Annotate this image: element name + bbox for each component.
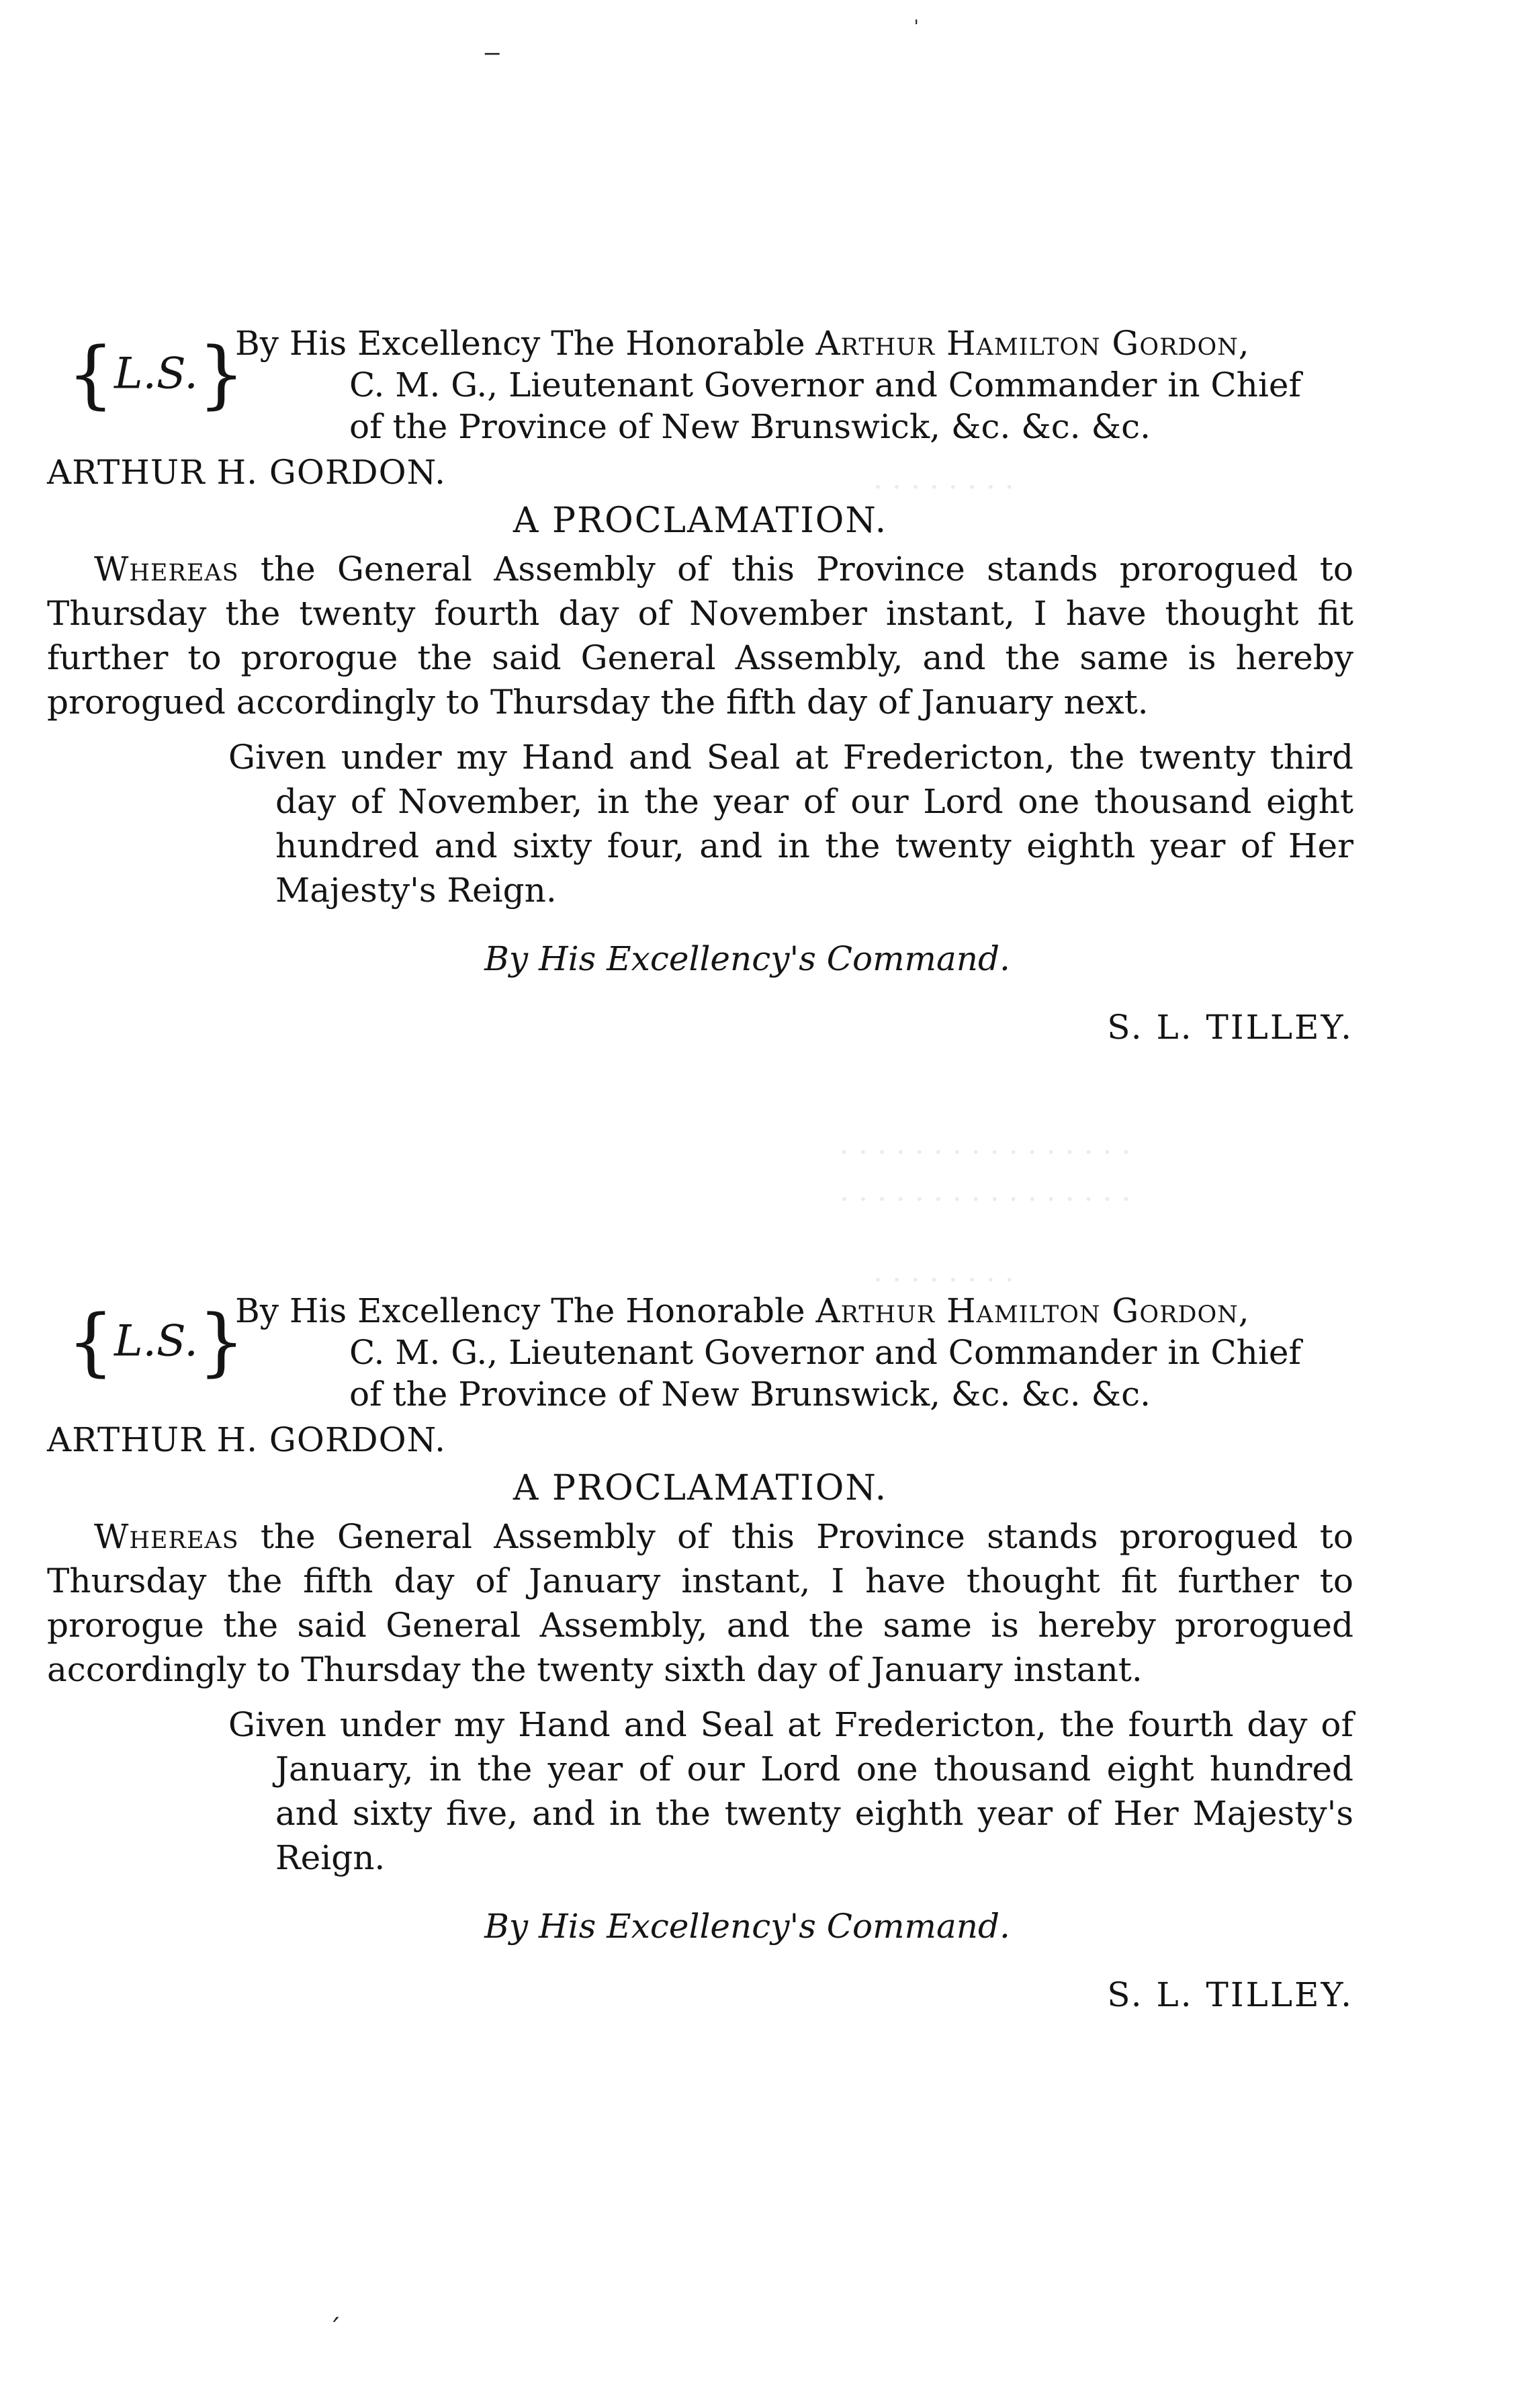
seal-mark — [67, 1298, 245, 1385]
command-line: By His Excellency's Command. — [484, 1907, 1010, 1946]
body-text: the General Assembly of this Province stands prorogued to Thursday the twenty fourth day of November instant, I have thought fit further to prorogue the said General Assembly, and the same is hereby prorogued accordingly to Thursday the fifth day of January next. — [47, 550, 1353, 722]
seal-mark — [67, 331, 245, 417]
heading-line-1 — [235, 322, 1364, 364]
heading-line-2: C. M. G., Lieutenant Governor and Commander in Chief — [349, 1333, 1301, 1372]
proclamation-1 — [47, 322, 1353, 1049]
stray-mark: ˈ — [914, 17, 920, 40]
countersignature: S. L. TILLEY. — [1107, 1008, 1353, 1047]
signer-name: ARTHUR H. GORDON. — [47, 453, 447, 492]
stray-mark: ˊ — [328, 2315, 341, 2346]
right-brace: } — [197, 331, 245, 417]
heading-prefix: By His Excellency The Honorable — [235, 1291, 816, 1330]
given-clause: Given under my Hand and Seal at Fredericton, the twenty third day of November, in the year of our Lord one thousand eight hundred and sixty four, and in the twenty eighth year of Her Majesty's Reign. — [228, 738, 1353, 910]
heading-line-1 — [235, 1290, 1364, 1332]
governor-name: Arthur Hamilton Gordon, — [815, 324, 1250, 363]
governor-name: Arthur Hamilton Gordon, — [815, 1291, 1250, 1330]
whereas-word: Whereas — [94, 1517, 239, 1556]
proclamation-header — [47, 1290, 1353, 1418]
proclamation-body — [47, 1514, 1353, 1692]
proclamation-header — [47, 322, 1353, 450]
proclamation-body — [47, 547, 1353, 724]
signer-name: ARTHUR H. GORDON. — [47, 1420, 447, 1459]
countersignature: S. L. TILLEY. — [1107, 1975, 1353, 2014]
show-through-ghost: · · · · · · · · — [873, 470, 1014, 505]
left-brace: { — [67, 331, 114, 417]
show-through-ghost: · · · · · · · · · · · · · · · · — [840, 1182, 1131, 1217]
proclamation-title: A PROCLAMATION. — [513, 1468, 888, 1508]
heading-prefix: By His Excellency The Honorable — [235, 324, 816, 363]
command-line: By His Excellency's Command. — [484, 939, 1010, 978]
heading-line-3: of the Province of New Brunswick, &c. &c. &c. — [349, 1375, 1151, 1414]
authority-heading — [235, 1290, 1364, 1415]
right-brace: } — [197, 1298, 245, 1385]
stray-mark: ‒ — [484, 37, 501, 68]
left-brace: { — [67, 1298, 114, 1385]
seal-label: L.S. — [114, 1316, 198, 1367]
proclamation-2 — [47, 1290, 1353, 2017]
seal-label: L.S. — [114, 349, 198, 399]
show-through-ghost: · · · · · · · · · · · · · · · · — [840, 1135, 1131, 1170]
authority-heading — [235, 322, 1364, 447]
show-through-ghost: · · · · · · · · — [873, 1263, 1014, 1297]
proclamation-title: A PROCLAMATION. — [513, 501, 888, 541]
heading-line-3: of the Province of New Brunswick, &c. &c. &c. — [349, 407, 1151, 446]
given-clause: Given under my Hand and Seal at Fredericton, the fourth day of January, in the year of our Lord one thousand eight hundred and sixty five, and in the twenty eighth year of Her Majesty's Reign. — [228, 1705, 1353, 1877]
heading-line-2: C. M. G., Lieutenant Governor and Commander in Chief — [349, 366, 1301, 404]
whereas-word: Whereas — [94, 550, 239, 589]
body-text: the General Assembly of this Province stands prorogued to Thursday the fifth day of January instant, I have thought fit further to prorogue the said General Assembly, and the same is hereby prorogued accordingly to Thursday the twenty sixth day of January instant. — [47, 1517, 1353, 1689]
